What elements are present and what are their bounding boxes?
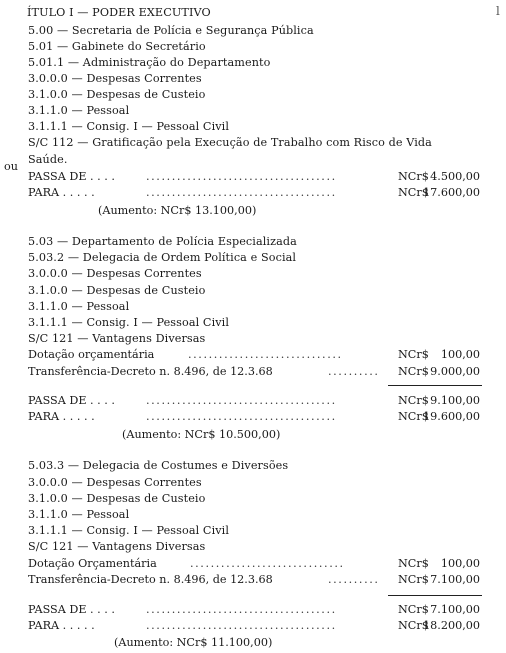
line-s2-5: 3.1.1.1 — Consig. I — Pessoal Civil [28, 316, 230, 329]
currency: NCr$ [398, 410, 429, 423]
row-label: Transferência-Decreto n. 8.496, de 12.3.68 [28, 573, 273, 586]
total-label: PARA . . . . . [28, 186, 95, 199]
leader-dots: ..................................... [146, 186, 337, 199]
line-s1-3: 3.0.0.0 — Despesas Correntes [28, 72, 202, 85]
line-s1-8: Saúde. [28, 153, 68, 166]
currency: NCr$ [398, 186, 429, 199]
total-row [28, 619, 480, 633]
increase-note: (Aumento: NCr$ 10.500,00) [122, 428, 281, 441]
increase-note: (Aumento: NCr$ 11.100,00) [114, 636, 273, 649]
line-s2-6: S/C 121 — Vantagens Diversas [28, 332, 206, 345]
value-row [28, 348, 480, 362]
leader-dots: ..................................... [146, 619, 337, 632]
line-s2-0: 5.03 — Departamento de Polícia Especializada [28, 235, 297, 248]
line-s3-1: 3.0.0.0 — Despesas Correntes [28, 476, 202, 489]
total-row [28, 394, 480, 408]
line-s1-4: 3.1.0.0 — Despesas de Custeio [28, 88, 206, 101]
amount: 7.100,00 [430, 603, 480, 616]
sum-rule [388, 595, 482, 596]
amount: 9.000,00 [430, 365, 480, 378]
line-s2-2: 3.0.0.0 — Despesas Correntes [28, 267, 202, 280]
total-label: PASSA DE . . . . [28, 603, 115, 616]
amount: 18.200,00 [423, 619, 480, 632]
total-row [28, 410, 480, 424]
leader-dots: ..................................... [146, 394, 337, 407]
amount: 7.100,00 [430, 573, 480, 586]
total-row [28, 603, 480, 617]
increase-note: (Aumento: NCr$ 13.100,00) [98, 204, 257, 217]
leader-dots: .............................. [190, 557, 345, 570]
leader-dots: ..................................... [146, 603, 337, 616]
line-s1-0: 5.00 — Secretaria de Polícia e Segurança Pública [28, 24, 314, 37]
row-label: Dotação orçamentária [28, 348, 155, 361]
line-s2-1: 5.03.2 — Delegacia de Ordem Política e Social [28, 251, 297, 264]
total-label: PARA . . . . . [28, 619, 95, 632]
currency: NCr$ [398, 365, 429, 378]
total-label: PASSA DE . . . . [28, 170, 115, 183]
corner-mark: l [496, 4, 500, 18]
total-row [28, 186, 480, 200]
line-s3-2: 3.1.0.0 — Despesas de Custeio [28, 492, 206, 505]
currency: NCr$ [398, 557, 429, 570]
amount: 9.100,00 [430, 394, 480, 407]
line-s1-7: S/C 112 — Gratificação pela Execução de Trabalho com Risco de Vida [28, 136, 432, 149]
amount: 100,00 [440, 348, 480, 361]
leader-dots: .............................. [188, 348, 343, 361]
line-s1-6: 3.1.1.1 — Consig. I — Pessoal Civil [28, 120, 230, 133]
line-s1-1: 5.01 — Gabinete do Secretário [28, 40, 206, 53]
line-s3-0: 5.03.3 — Delegacia de Costumes e Diversões [28, 459, 289, 472]
amount: 100,00 [440, 557, 480, 570]
line-s1-5: 3.1.1.0 — Pessoal [28, 104, 130, 117]
leader-dots: .......... [328, 573, 380, 586]
value-row [28, 557, 480, 571]
currency: NCr$ [398, 348, 429, 361]
total-row [28, 170, 480, 184]
leader-dots: .......... [328, 365, 380, 378]
leader-dots: ..................................... [146, 410, 337, 423]
row-label: Dotação Orçamentária [28, 557, 157, 570]
value-row [28, 365, 480, 379]
leader-dots: ..................................... [146, 170, 337, 183]
currency: NCr$ [398, 394, 429, 407]
amount: 19.600,00 [423, 410, 480, 423]
currency: NCr$ [398, 619, 429, 632]
sum-rule [388, 385, 482, 386]
currency: NCr$ [398, 603, 429, 616]
amount: 4.500,00 [430, 170, 480, 183]
line-s2-3: 3.1.0.0 — Despesas de Custeio [28, 284, 206, 297]
document-title: ÍTULO I — PODER EXECUTIVO [27, 6, 211, 19]
total-label: PARA . . . . . [28, 410, 95, 423]
line-s3-5: S/C 121 — Vantagens Diversas [28, 540, 206, 553]
total-label: PASSA DE . . . . [28, 394, 115, 407]
currency: NCr$ [398, 573, 429, 586]
amount: 17.600,00 [423, 186, 480, 199]
line-s2-4: 3.1.1.0 — Pessoal [28, 300, 130, 313]
value-row [28, 573, 480, 587]
line-s1-2: 5.01.1 — Administração do Departamento [28, 56, 271, 69]
line-s3-4: 3.1.1.1 — Consig. I — Pessoal Civil [28, 524, 230, 537]
margin-text-ou: ou [4, 160, 18, 173]
currency: NCr$ [398, 170, 429, 183]
line-s3-3: 3.1.1.0 — Pessoal [28, 508, 130, 521]
row-label: Transferência-Decreto n. 8.496, de 12.3.68 [28, 365, 273, 378]
